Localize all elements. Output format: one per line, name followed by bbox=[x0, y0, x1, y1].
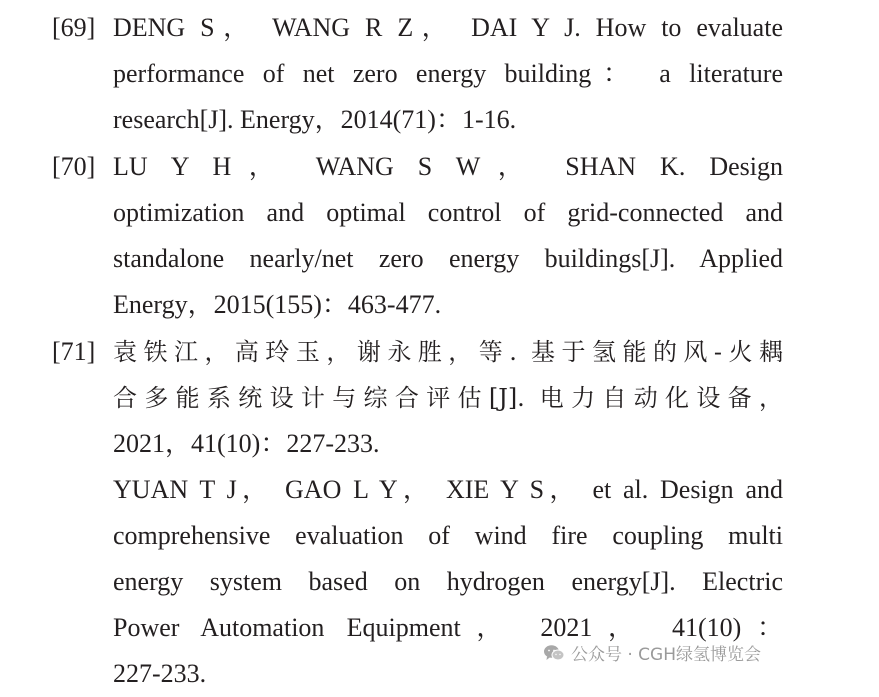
reference-line: comprehensive evaluation of wind fire coupling multi bbox=[113, 521, 783, 550]
reference-line: performance of net zero energy building： a literature bbox=[113, 59, 783, 88]
reference-line: Power Automation Equipment， 2021， 41(10)： bbox=[113, 613, 783, 642]
reference-line: research[J]. Energy，2014(71)：1-16. bbox=[113, 105, 517, 134]
wechat-icon bbox=[543, 644, 565, 662]
reference-number: [70] bbox=[52, 152, 96, 181]
reference-number: [71] bbox=[52, 337, 96, 366]
reference-line: LU Y H， WANG S W， SHAN K. Design bbox=[113, 152, 783, 181]
reference-line: YUAN T J， GAO L Y， XIE Y S， et al. Design and bbox=[113, 475, 783, 504]
reference-line: standalone nearly/net zero energy buildings[J]. Applied bbox=[113, 244, 783, 273]
reference-line: 合多能系统设计与综合评估[J]. 电力自动化设备， bbox=[113, 384, 783, 412]
reference-line: Energy，2015(155)：463-477. bbox=[113, 290, 442, 319]
reference-line: 227-233. bbox=[113, 659, 207, 688]
reference-line: energy system based on hydrogen energy[J]. Electric bbox=[113, 567, 783, 596]
reference-line: 袁铁江，高玲玉，谢永胜，等. 基于氢能的风-火耦 bbox=[113, 338, 783, 366]
watermark-text: 公众号 · CGH绿氢博览会 bbox=[570, 645, 761, 665]
watermark bbox=[543, 640, 761, 665]
reference-line: optimization and optimal control of grid-connected and bbox=[113, 198, 783, 227]
reference-line: 2021，41(10)：227-233. bbox=[113, 429, 380, 458]
reference-number: [69] bbox=[52, 13, 96, 42]
reference-line: DENG S， WANG R Z， DAI Y J. How to evaluate bbox=[113, 13, 783, 42]
